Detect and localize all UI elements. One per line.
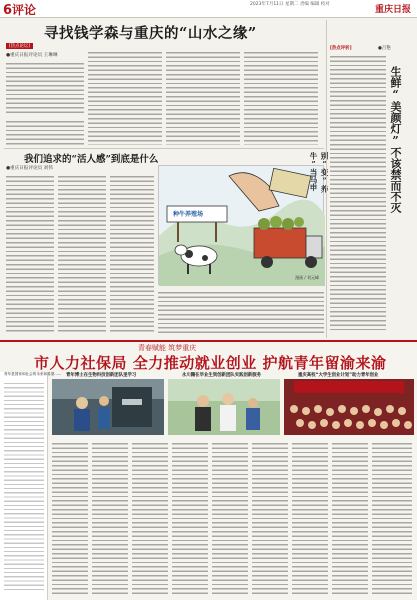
newspaper-logo: 重庆日报 — [374, 5, 411, 15]
top-story-text-col-1b — [6, 118, 84, 146]
bottom-kicker: 青春赋能 筑梦重庆 — [138, 344, 197, 352]
cartoon-caption-text — [158, 289, 324, 333]
cartoon-credit: 漫画 / 刘元峰 — [295, 275, 319, 280]
right-column-tag: [热点评析] — [330, 46, 352, 51]
second-story-byline: ●重庆日报评论员 刘伟 — [6, 166, 53, 171]
date-line: 2023年7月11日 星期二 责编 编辑 校对 — [250, 2, 330, 7]
photo-factory-workers — [52, 379, 164, 435]
bottom-left-text — [4, 380, 44, 592]
bottom-text-col-9 — [372, 440, 412, 595]
photo-factory-svg — [52, 379, 164, 435]
cartoon-sign-text: 种牛养殖场 — [173, 211, 204, 218]
right-column-author: ●吕艳 — [378, 46, 391, 51]
editorial-cartoon — [158, 165, 324, 285]
bottom-headline: 市人力社保局 全力推动就业创业 护航青年留渝来渝 — [34, 354, 387, 372]
bottom-text-col-4 — [172, 440, 208, 595]
top-story-text-col-3 — [166, 49, 240, 145]
top-story-text-col-4 — [244, 49, 318, 145]
top-story-column-tag: [热点论坛] — [6, 43, 33, 49]
second-story-text-col-3 — [110, 173, 154, 333]
photo-caption-1: 青年博士在生物科技创新团队里学习 — [66, 373, 137, 378]
bottom-text-col-6 — [252, 440, 288, 595]
cartoon-illustration — [159, 166, 325, 286]
page-label — [3, 1, 36, 18]
second-story-headline: 我们追求的“活人感”到底是什么 — [24, 154, 159, 165]
bottom-text-col-8 — [332, 440, 368, 595]
bottom-text-col-5 — [212, 440, 248, 595]
section-divider — [4, 148, 324, 149]
bottom-left-intro: 青年是国家和社会的未来和希望…… — [4, 372, 62, 376]
photo-students-outdoors — [168, 379, 280, 435]
photo-caption-3: 重庆高校“大学生创业计划”助力青年创业 — [298, 373, 379, 378]
bottom-text-col-3 — [132, 440, 168, 595]
bottom-text-col-2 — [92, 440, 128, 595]
top-story-byline: ●重庆日报评论员 王琳琳 — [6, 53, 58, 58]
right-column-divider — [326, 20, 327, 338]
bottom-text-col-1 — [52, 440, 88, 595]
photo-caption-2: 永川籍在毕业生到创新团队实践创新服务 — [182, 373, 262, 378]
top-story-text-col-1 — [6, 60, 84, 115]
right-column-text — [330, 53, 386, 333]
cartoon-side-title: 别“变”养牛”当马申 — [309, 152, 329, 193]
top-story-headline: 寻找钱学森与重庆的“山水之缘” — [44, 25, 257, 42]
photo-students-svg — [168, 379, 280, 435]
photo-crowd-event — [284, 379, 414, 435]
photo-crowd-svg — [284, 379, 414, 435]
page-number: 6 — [3, 3, 13, 18]
right-column-vertical-headline: 生鲜“美颜灯”不该禁而不灭 — [389, 66, 402, 213]
bottom-text-col-7 — [292, 440, 328, 595]
top-story-text-col-2 — [88, 49, 162, 145]
page-name: 评论 — [12, 3, 37, 17]
second-story-text-col-1 — [6, 173, 54, 333]
second-story-text-col-2 — [58, 173, 106, 333]
